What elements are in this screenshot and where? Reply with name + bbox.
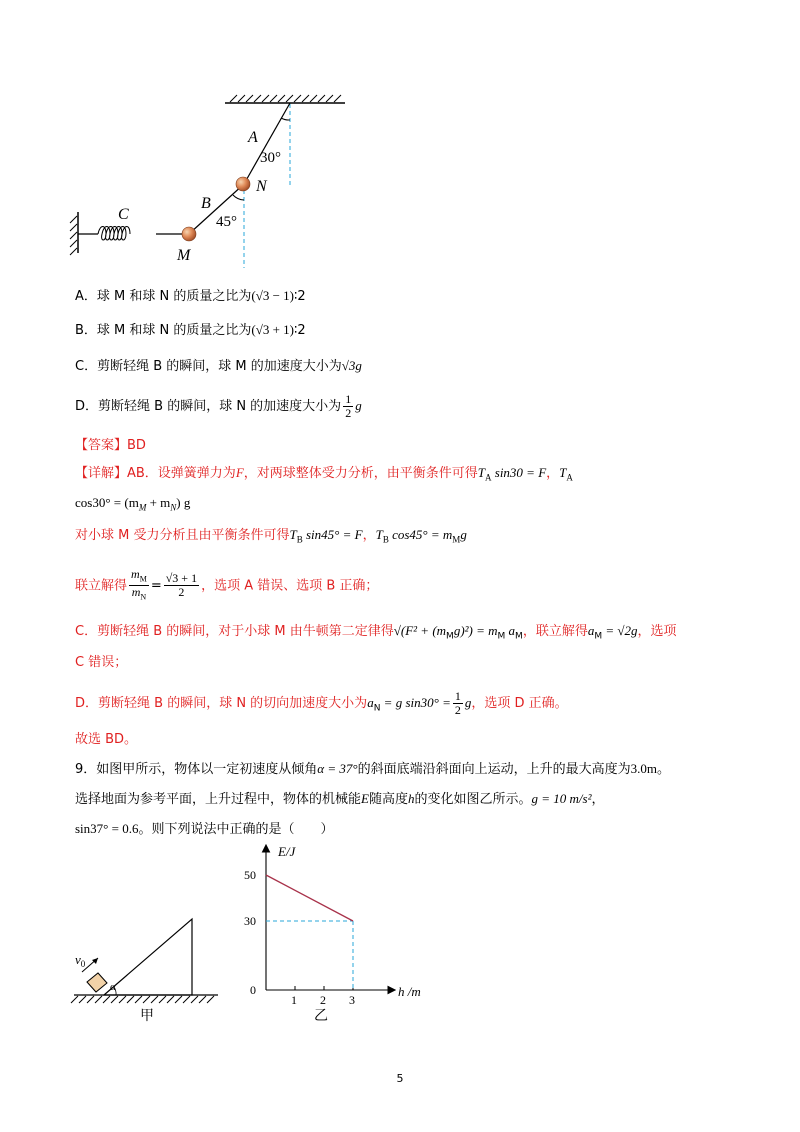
explanation-line-1: 【详解】AB．设弹簧弹力为F，对两球整体受力分析，由平衡条件可得$T_A$ sin30 = F，$T_A$: [75, 465, 573, 483]
label-alpha: α: [110, 981, 116, 993]
explanation-line-5: C．剪断轻绳 B 的瞬间，对于小球 M 由牛顿第二定律得$√(F^2 + (m_Mg)^2) = m_M$ $a_M$，联立解得$a_M = √2g$，选项: [75, 623, 677, 642]
label-a: A: [248, 129, 258, 146]
question-9-line-2: 选择地面为参考平面，上升过程中，物体的机械能E随高度h的变化如图乙所示。g = 10 m/s²，: [75, 791, 605, 807]
answer-label: 【答案】BD: [75, 438, 146, 453]
explanation-line-3: 对小球 M 受力分析且由平衡条件可得$T_B$ sin45° = F，$T_B$ $\cos 45^\circ = m_Mg$: [75, 527, 467, 545]
label-45: 45°: [216, 214, 237, 230]
explanation-line-6: C 错误；: [75, 655, 128, 670]
x-axis-label: h /m: [398, 984, 421, 999]
origin-label: 0: [250, 983, 256, 997]
chart-yi: [230, 840, 440, 1030]
figure-incline-jia: [68, 910, 228, 1030]
option-d: D．剪断轻绳 B 的瞬间，球 N 的加速度大小为 $\frac{1}{2}$ g: [75, 392, 362, 420]
label-c: C: [118, 206, 129, 223]
caption-yi: 乙: [314, 1009, 328, 1024]
label-v0: $v_0$: [75, 952, 86, 969]
question-9-line-1: 9．如图甲所示，物体以一定初速度从倾角α = 37°的斜面底端沿斜面向上运动，上升的最大高度为3.0m。: [75, 761, 670, 777]
page-number: 5: [396, 1072, 404, 1085]
option-a: A．球 M 和球 N 的质量之比为(√3 − 1)∶2: [75, 288, 306, 304]
explanation-line-8: 故选 BD。: [75, 732, 138, 747]
x-tick-label: 3: [349, 993, 355, 1007]
caption-jia: 甲: [140, 1009, 154, 1024]
series-line: [266, 875, 353, 921]
x-tick-label: 1: [291, 993, 297, 1007]
label-30: 30°: [260, 150, 281, 166]
label-n: N: [256, 178, 267, 195]
option-c: C．剪断轻绳 B 的瞬间，球 M 的加速度大小为√3g: [75, 358, 362, 374]
question-9-line-3: sin37° = 0.6。则下列说法中正确的是（ ）: [75, 821, 334, 837]
x-tick-label: 2: [320, 993, 326, 1007]
y-tick-label: 30: [244, 914, 256, 928]
y-axis-label: E/J: [278, 844, 296, 859]
label-b: B: [201, 195, 211, 212]
label-m: M: [177, 247, 191, 264]
option-b: B．球 M 和球 N 的质量之比为(√3 + 1)∶2: [75, 322, 306, 338]
figure-spring-balls: [60, 90, 380, 280]
ball-m: [182, 227, 196, 241]
y-tick-label: 50: [244, 868, 256, 882]
explanation-line-2: $\cos 30^\circ = (m_M + m_N)$ g: [75, 495, 191, 513]
explanation-line-4: 联立解得 $\frac{m_M}{m_N}$ = $\frac{√3 + 1}{2}$ ，选项 A 错误、选项 B 正确；: [75, 567, 379, 602]
explanation-line-7: D．剪断轻绳 B 的瞬间，球 N 的切向加速度大小为$a_N = g$ sin30° = $\frac{1}{2}$ g，选项 D 正确。: [75, 689, 568, 717]
ball-n: [236, 177, 250, 191]
